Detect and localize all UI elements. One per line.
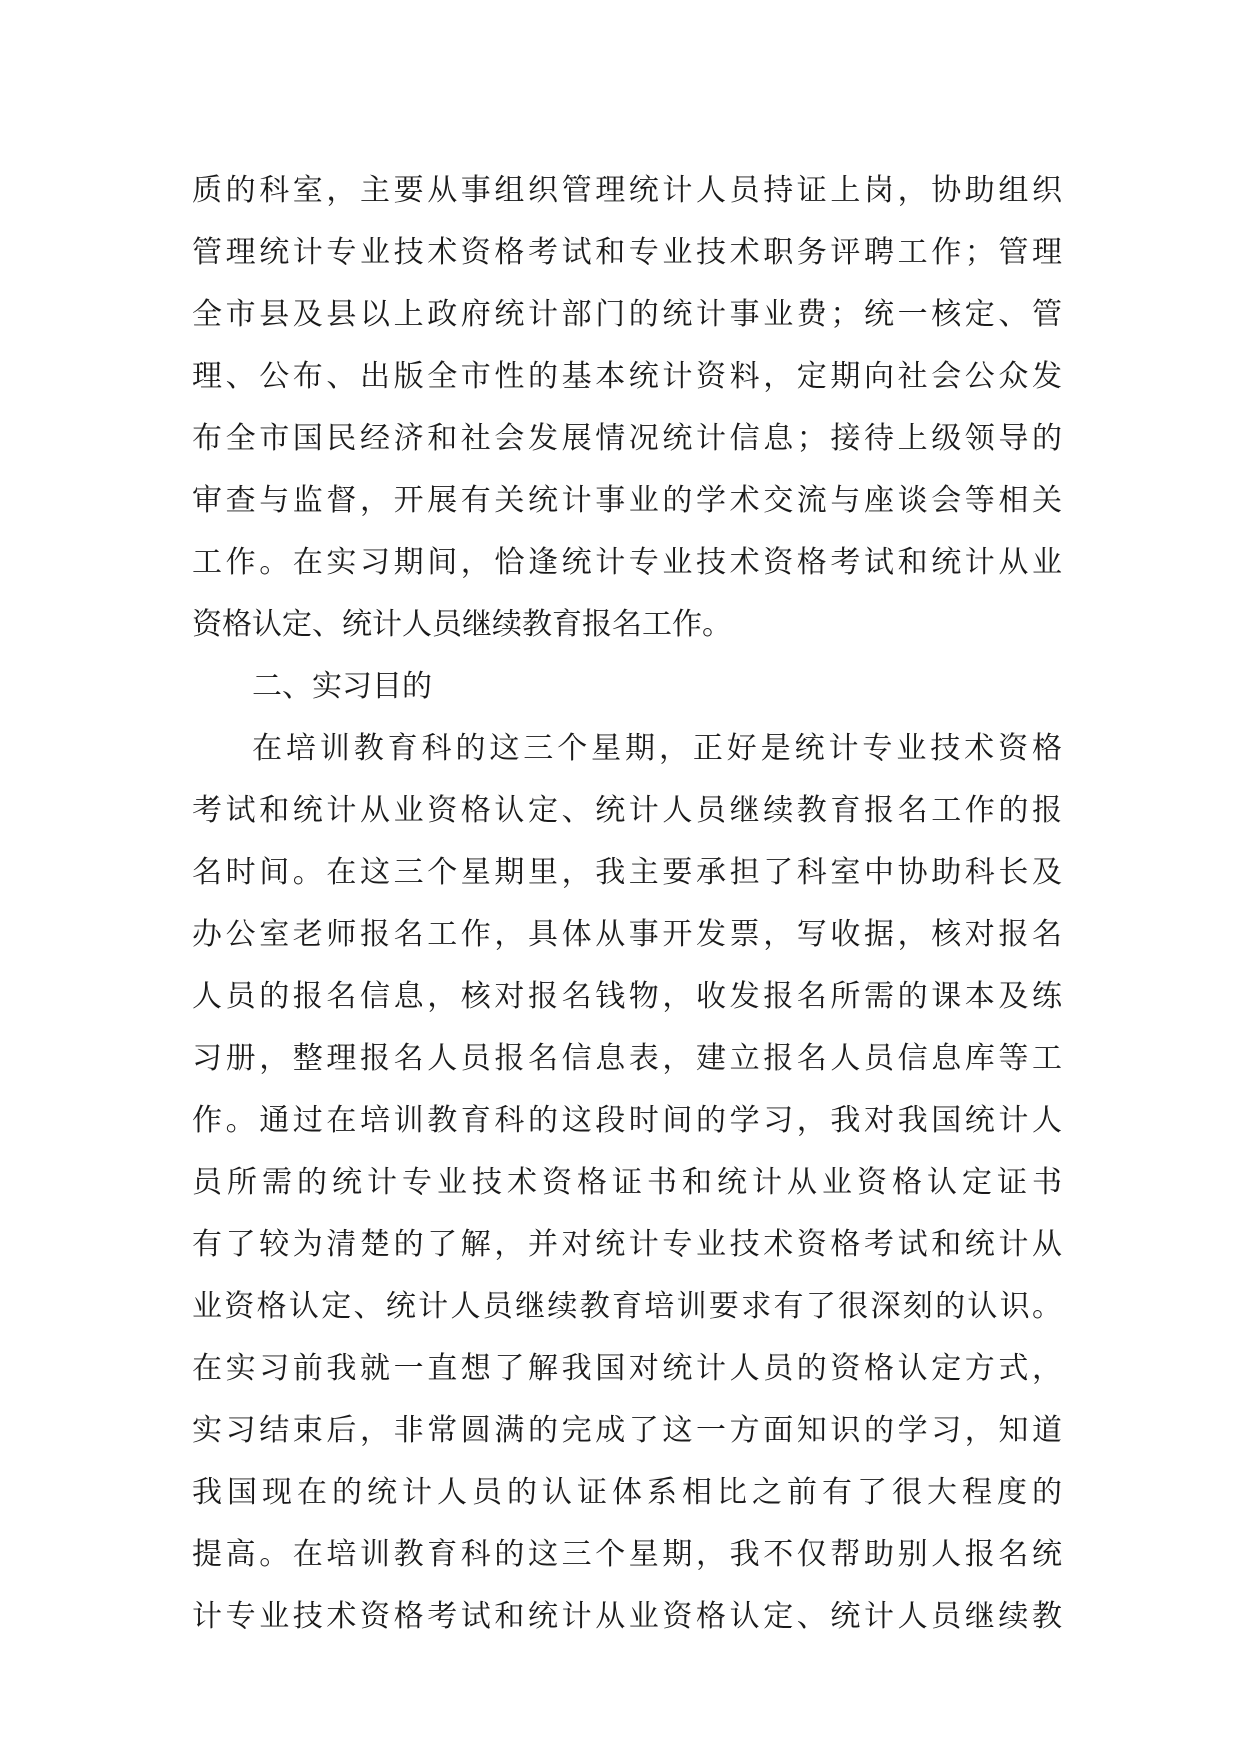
- text-line: 在实习前我就一直想了解我国对统计人员的资格认定方式，: [192, 1351, 1062, 1386]
- text-line: 实习结束后，非常圆满的完成了这一方面知识的学习，知道: [192, 1413, 1062, 1448]
- text-line: 人员的报名信息，核对报名钱物，收发报名所需的课本及练: [192, 979, 1062, 1014]
- text-line: 习册，整理报名人员报名信息表，建立报名人员信息库等工: [192, 1041, 1062, 1076]
- text-line: 计专业技术资格考试和统计从业资格认定、统计人员继续教: [192, 1599, 1062, 1634]
- body-text: [192, 160, 1062, 1648]
- text-line: 工作。在实习期间，恰逢统计专业技术资格考试和统计从业: [192, 545, 1062, 580]
- text-line: 提高。在培训教育科的这三个星期，我不仅帮助别人报名统: [192, 1537, 1062, 1572]
- text-line: 我国现在的统计人员的认证体系相比之前有了很大程度的: [192, 1475, 1062, 1510]
- text-line: 审查与监督，开展有关统计事业的学术交流与座谈会等相关: [192, 483, 1062, 518]
- text-line: 考试和统计从业资格认定、统计人员继续教育报名工作的报: [192, 793, 1062, 828]
- text-line: 名时间。在这三个星期里，我主要承担了科室中协助科长及: [192, 855, 1062, 890]
- text-line: 在培训教育科的这三个星期，正好是统计专业技术资格: [252, 731, 1062, 766]
- text-line: 质的科室，主要从事组织管理统计人员持证上岗，协助组织: [192, 173, 1062, 208]
- text-line: 全市县及县以上政府统计部门的统计事业费；统一核定、管: [192, 297, 1062, 332]
- text-line: 办公室老师报名工作，具体从事开发票，写收据，核对报名: [192, 917, 1062, 952]
- text-line: 员所需的统计专业技术资格证书和统计从业资格认定证书: [192, 1165, 1062, 1200]
- text-line: 布全市国民经济和社会发展情况统计信息；接待上级领导的: [192, 421, 1062, 456]
- text-line: 管理统计专业技术资格考试和专业技术职务评聘工作；管理: [192, 235, 1062, 270]
- text-line: 资格认定、统计人员继续教育报名工作。: [192, 607, 732, 642]
- text-line: 作。通过在培训教育科的这段时间的学习，我对我国统计人: [192, 1103, 1062, 1138]
- text-line: 有了较为清楚的了解，并对统计专业技术资格考试和统计从: [192, 1227, 1062, 1262]
- text-line: 业资格认定、统计人员继续教育培训要求有了很深刻的认识。: [192, 1289, 1062, 1324]
- section-heading: 二、实习目的: [252, 669, 432, 704]
- text-line: 理、公布、出版全市性的基本统计资料，定期向社会公众发: [192, 359, 1062, 394]
